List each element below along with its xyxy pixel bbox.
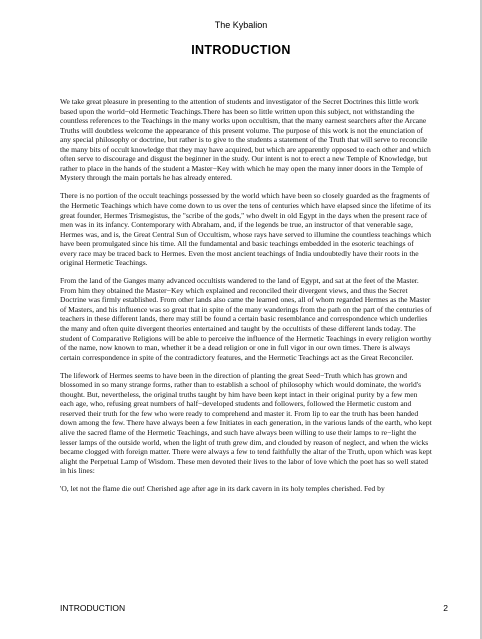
page-number: 2	[443, 603, 448, 613]
body-text	[60, 97, 432, 502]
running-title: The Kybalion	[214, 20, 268, 30]
chapter-title: INTRODUCTION	[191, 43, 291, 57]
paragraph: 'O, let not the flame die out! Cherished age after age in its dark cavern in its holy temples cherished. Fed by	[60, 484, 385, 494]
paragraph: From the land of the Ganges many advanced occultists wandered to the land of Egypt, and sat at the feet of the Master. From him they obtained the Master−Key which explained and reconciled their divergent views, and thus the Secret Doctrine was firmly established. From other lands also came the learned ones, all of whom regarded Hermes as the Master of Masters, and his influence was so great that in spite of the many wanderings from the path on the part of the centuries of teachers in these different lands, there may still be found a certain basic resemblance and correspondence which underlies the many and often quite divergent theories entertained and taught by the occultists of these different lands today. The student of Comparative Religions will be able to perceive the influence of the Hermetic Teachings in every religion worthy of the name, now known to man, whether it be a dead religion or one in full vigor in our own times. There is always certain correspondence in spite of the contradictory features, and the Hermetic Teachings act as the Great Reconciler.	[60, 276, 432, 362]
footer-section-title: INTRODUCTION	[60, 603, 126, 613]
paragraph: There is no portion of the occult teachings possessed by the world which have been so closely guarded as the fragments of the Hermetic Teachings which have come down to us over the tens of centuries which have elapsed since the lifetime of its great founder, Hermes Trismegistus, the "scribe of the gods," who dwelt in old Egypt in the days when the present race of men was in its infancy. Contemporary with Abraham, and, if the legends be true, an instructor of that venerable sage, Hermes was, and is, the Great Central Sun of Occultism, whose rays have served to illumine the countless teachings which have been promulgated since his time. All the fundamental and basic teachings embedded in the esoteric teachings of every race may be traced back to Hermes. Even the most ancient teachings of India undoubtedly have their roots in the original Hermetic Teachings.	[60, 191, 431, 268]
paragraph: We take great pleasure in presenting to the attention of students and investigator of the Secret Doctrines this little work based upon the world−old Hermetic Teachings.There has been so little written upon this subject, not withstanding the countless references to the Teachings in the many works upon occultism, that the many earnest searchers after the Arcane Truths will doubtless welcome the appearance of this present volume. The purpose of this work is not the enunciation of any special philosophy or doctrine, but rather is to give to the students a statement of the Truth that will serve to reconcile the many bits of occult knowledge that they may have acquired, but which are apparently opposed to each other and which often serve to discourage and disgust the beginner in the study. Our intent is not to erect a new Temple of Knowledge, but rather to place in the hands of the student a Master−Key with which he may open the many inner doors in the Temple of Mystery through the main portals he has already entered.	[60, 97, 431, 183]
paragraph: The lifework of Hermes seems to have been in the direction of planting the great Seed−Truth which has grown and blossomed in so many strange forms, rather than to establish a school of philosophy which would dominate, the world's thought. But, nevertheless, the original truths taught by him have been kept intact in their original purity by a few men each age, who, refusing great numbers of half−developed students and followers, followed the Hermetic custom and reserved their truth for the few who were ready to comprehend and master it. From lip to ear the truth has been handed down among the few. There have always been a few Initiates in each generation, in the various lands of the earth, who kept alive the sacred flame of the Hermetic Teachings, and such have always been willing to use their lamps to re−light the lesser lamps of the outside world, when the light of truth grew dim, and clouded by reason of neglect, and when the wicks became clogged with foreign matter. There were always a few to tend faithfully the altar of the Truth, upon which was kept alight the Perpetual Lamp of Wisdom. These men devoted their lives to the labor of love which the poet has so well stated in his lines:	[60, 370, 432, 476]
